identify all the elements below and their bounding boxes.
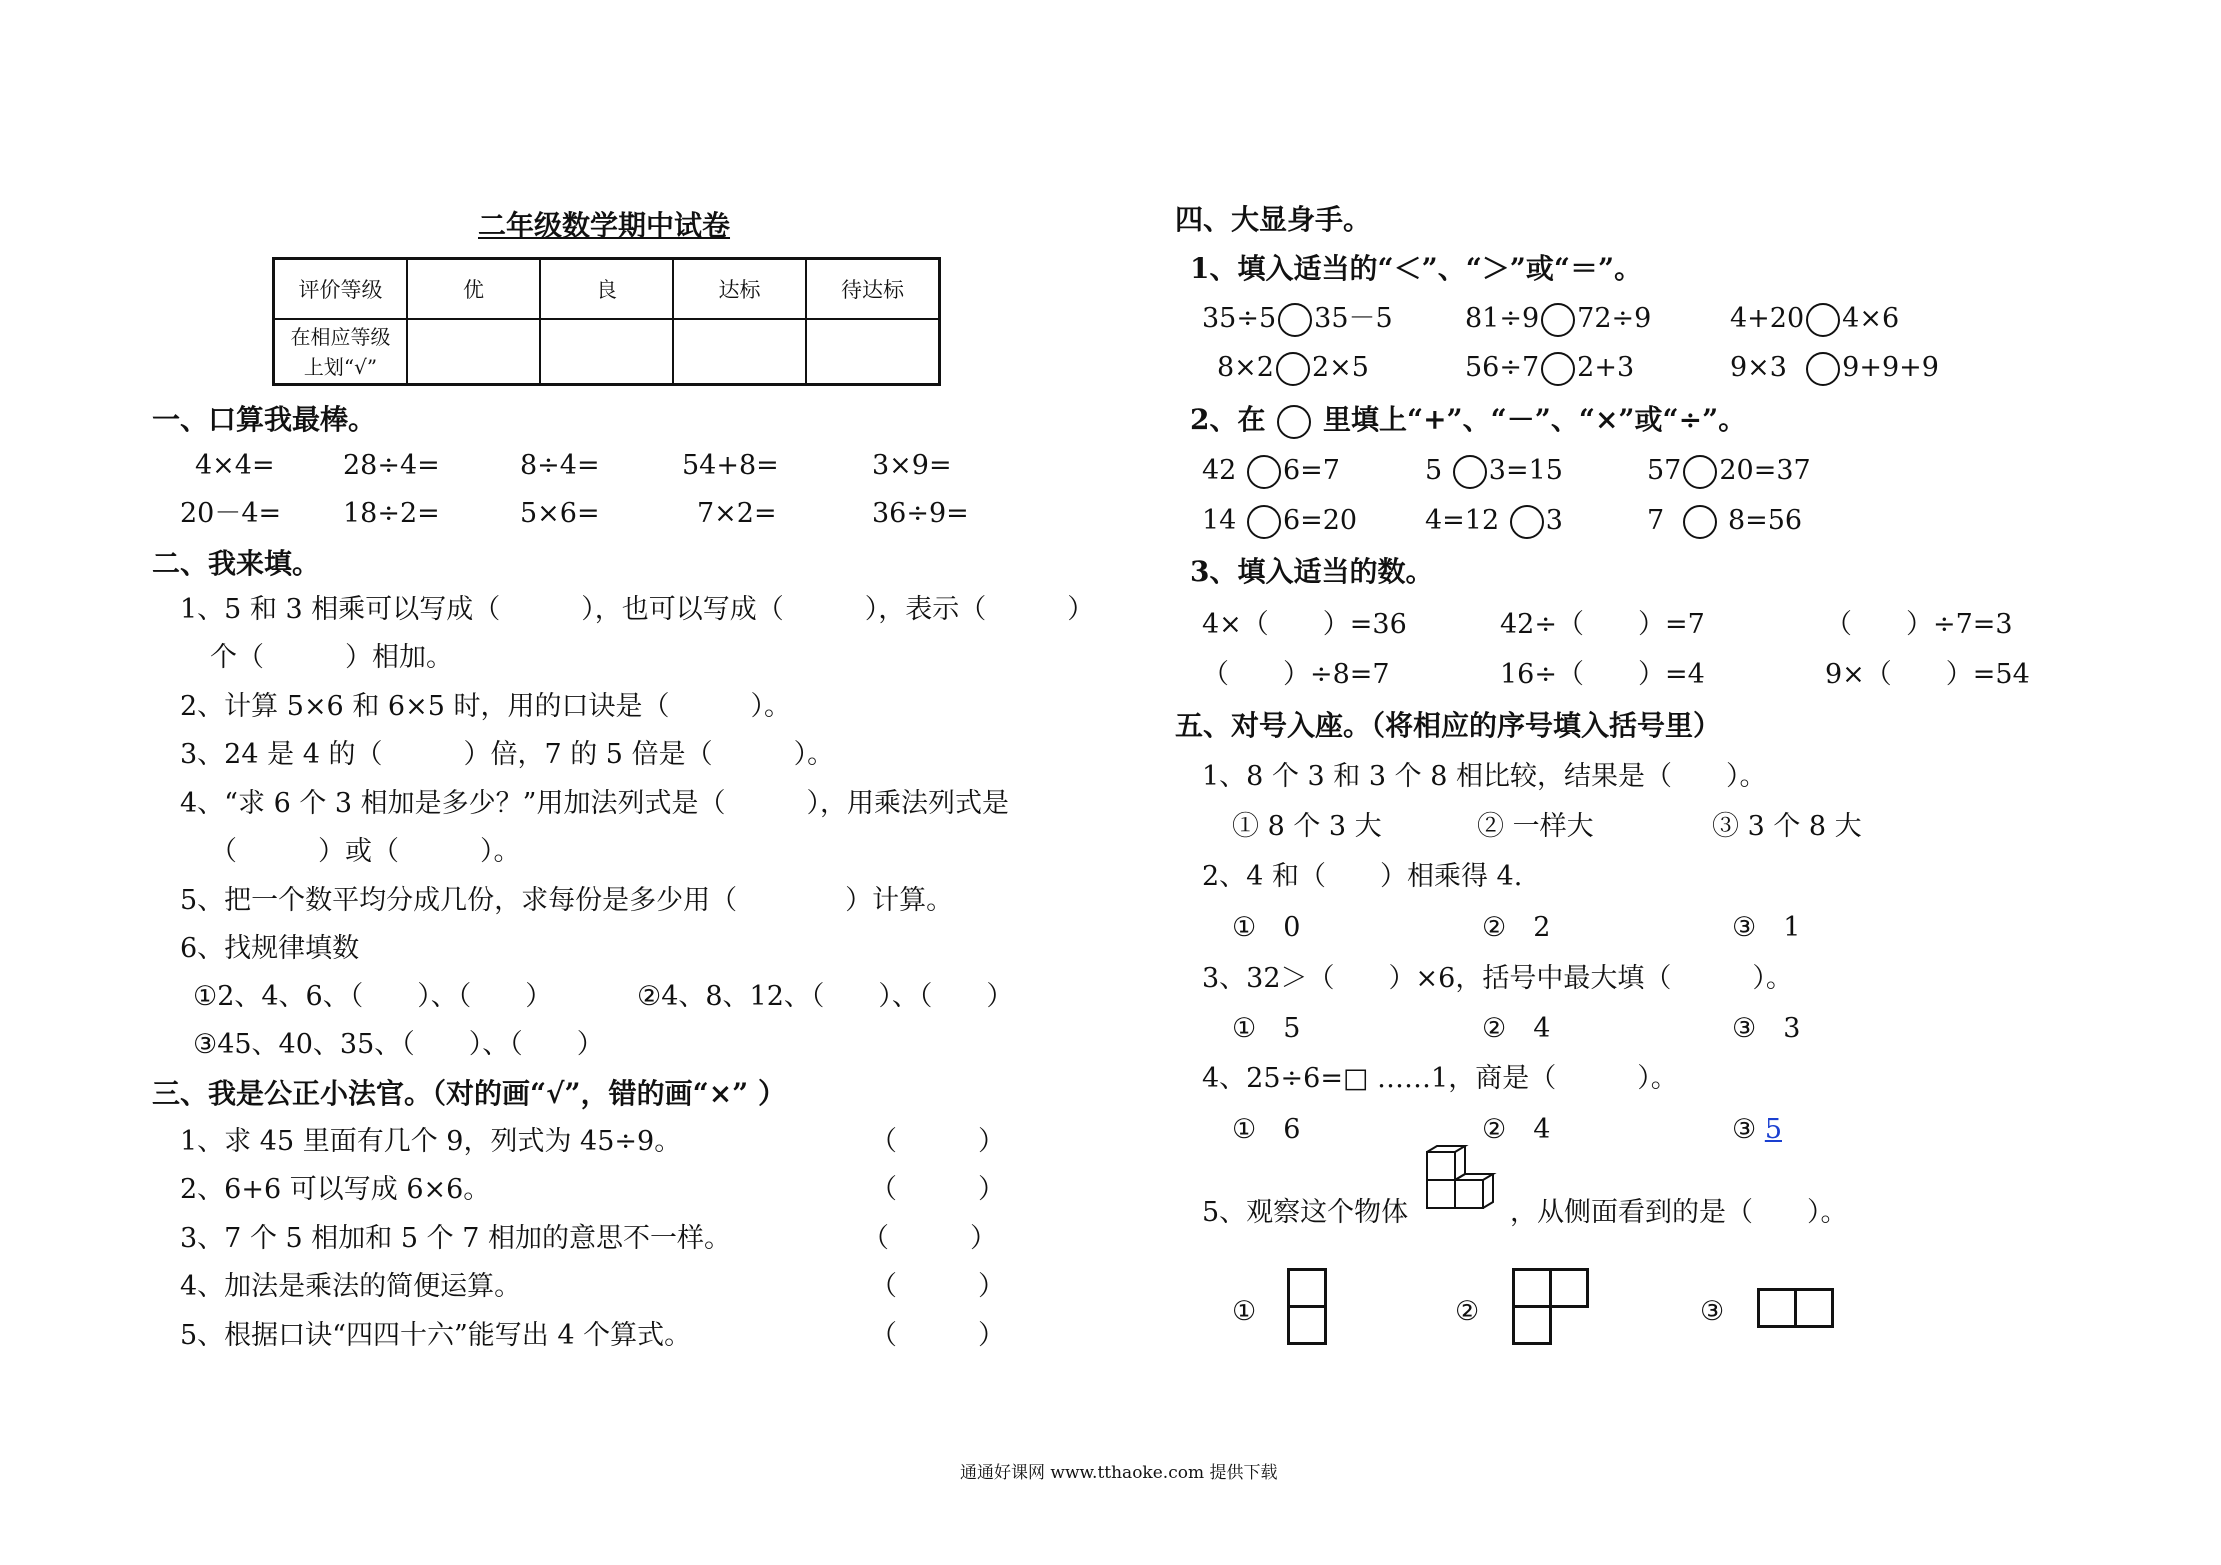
answer-circle (1806, 352, 1840, 386)
question: 2、4 和（ ）相乘得 4. (1202, 861, 1523, 892)
page-title: 二年级数学期中试卷 (478, 209, 731, 242)
judge-paren: （ ） (870, 1271, 1005, 1302)
option: ② 2 (1482, 912, 1551, 943)
option: ① (1232, 1296, 1257, 1327)
grade-cell (673, 319, 806, 385)
option: ② 一样大 (1477, 811, 1594, 842)
calc-item: 54+8= (682, 450, 779, 481)
view-square (1512, 1268, 1552, 1308)
answer-circle (1683, 505, 1717, 539)
calc-item: 3×9= (872, 450, 952, 481)
question: 个（ ）相加。 (210, 642, 453, 673)
answer-circle (1806, 303, 1840, 337)
judge-paren: （ ） (870, 1126, 1005, 1157)
option: ② (1455, 1296, 1480, 1327)
question: ，从侧面看到的是（ ）。 (1510, 1197, 1848, 1228)
judge-paren: （ ） (870, 1320, 1005, 1351)
grade-cell (806, 319, 940, 385)
footer-text: 通通好课网 www.tthaoke.com 提供下载 (960, 1463, 1278, 1483)
calc-item: 7×2= (697, 498, 777, 529)
judge-item: 2、6+6 可以写成 6×6。 (180, 1174, 491, 1205)
answer-circle (1277, 405, 1311, 439)
answer-circle (1453, 455, 1487, 489)
pattern-item: ③45、40、35、（ ）、（ ） (193, 1029, 604, 1060)
answer-circle (1276, 352, 1310, 386)
answer-circle (1541, 303, 1575, 337)
calc-item: 20－4= (180, 498, 282, 529)
pattern-item: ②4、8、12、（ ）、（ ） (637, 981, 1014, 1012)
fill-item: （ ）÷8=7 (1202, 659, 1390, 690)
option: ② 4 (1482, 1114, 1551, 1145)
grade-header: 达标 (673, 259, 806, 320)
section-heading: 三、我是公正小法官。（对的画“√”，错的画“×” ） (152, 1077, 787, 1110)
view-square (1287, 1305, 1327, 1345)
grade-header: 评价等级 (274, 259, 408, 320)
grade-cell (540, 319, 673, 385)
judge-paren: （ ） (862, 1223, 997, 1254)
operator-item: 4=12 3 (1425, 504, 1563, 539)
compare-item: 8×2 2×5 (1217, 351, 1369, 386)
option: ① 5 (1232, 1013, 1301, 1044)
option: ① 6 (1232, 1114, 1301, 1145)
question: 4、25÷6=□ ……1，商是（ ）。 (1202, 1063, 1678, 1094)
answer-circle (1247, 455, 1281, 489)
question: 5、把一个数平均分成几份，求每份是多少用（ ）计算。 (180, 885, 954, 916)
calc-item: 18÷2= (343, 498, 440, 529)
question: 3、32＞（ ）×6，括号中最大填（ ）。 (1202, 963, 1793, 994)
judge-item: 3、7 个 5 相加和 5 个 7 相加的意思不一样。 (180, 1223, 731, 1254)
view-square (1549, 1268, 1589, 1308)
operator-item: 42 6=7 (1202, 454, 1340, 489)
grade-header: 优 (407, 259, 540, 320)
fill-item: 42÷（ ）=7 (1500, 609, 1705, 640)
option: ② 4 (1482, 1013, 1551, 1044)
section-heading: 四、大显身手。 (1175, 203, 1372, 236)
view-square (1794, 1288, 1834, 1328)
operator-item: 5 3=15 (1425, 454, 1563, 489)
question: 6、找规律填数 (180, 933, 360, 964)
judge-paren: （ ） (870, 1174, 1005, 1205)
operator-item: 7 8=56 (1647, 504, 1802, 539)
option: ① 0 (1232, 912, 1301, 943)
compare-item: 81÷9 72÷9 (1465, 302, 1651, 337)
option: ③ (1700, 1296, 1725, 1327)
grade-cell (407, 319, 540, 385)
grade-header: 良 (540, 259, 673, 320)
grade-row-label: 在相应等级 上划“√” (274, 319, 408, 385)
question: 3、24 是 4 的（ ）倍，7 的 5 倍是（ ）。 (180, 739, 835, 770)
answer-circle (1247, 505, 1281, 539)
view-square (1757, 1288, 1797, 1328)
fill-item: 4×（ ）=36 (1202, 609, 1407, 640)
section-heading: 二、我来填。 (152, 547, 321, 580)
answer-circle (1278, 303, 1312, 337)
cube-figure-icon (1425, 1145, 1505, 1225)
pattern-item: ①2、4、6、（ ）、（ ） (193, 981, 553, 1012)
judge-item: 4、加法是乘法的简便运算。 (180, 1271, 522, 1302)
calc-item: 36÷9= (872, 498, 969, 529)
compare-item: 4+20 4×6 (1730, 302, 1899, 337)
option: ③ 5 (1732, 1114, 1782, 1145)
operator-item: 14 6=20 (1202, 504, 1357, 539)
option: ③ 1 (1732, 912, 1801, 943)
grade-header: 待达标 (806, 259, 940, 320)
option: ③ 3 (1732, 1013, 1801, 1044)
question: （ ）或（ ）。 (210, 836, 521, 867)
question: 3、填入适当的数。 (1190, 555, 1434, 588)
question: 1、8 个 3 和 3 个 8 相比较，结果是（ ）。 (1202, 761, 1767, 792)
judge-item: 1、求 45 里面有几个 9，列式为 45÷9。 (180, 1126, 682, 1157)
question: 2、在 里填上“+”、“－”、“×”或“÷”。 (1190, 403, 1746, 439)
calc-item: 28÷4= (343, 450, 440, 481)
fill-item: 9×（ ）=54 (1825, 659, 2030, 690)
judge-item: 5、根据口诀“四四十六”能写出 4 个算式。 (180, 1320, 692, 1351)
compare-item: 35÷5 35－5 (1202, 302, 1393, 337)
question: 1、5 和 3 相乘可以写成（ ），也可以写成（ ），表示（ ） (180, 594, 1095, 625)
section-heading: 一、口算我最棒。 (152, 403, 377, 436)
answer-link[interactable]: 5 (1764, 1114, 1782, 1145)
view-square (1287, 1268, 1327, 1308)
calc-item: 4×4= (195, 450, 275, 481)
calc-item: 8÷4= (520, 450, 600, 481)
section-heading: 五、对号入座。（将相应的序号填入括号里） (1175, 709, 1722, 742)
compare-item: 56÷7 2+3 (1465, 351, 1634, 386)
option: ① 8 个 3 大 (1232, 811, 1382, 842)
fill-item: （ ）÷7=3 (1825, 609, 2013, 640)
answer-circle (1683, 455, 1717, 489)
grade-table (272, 257, 941, 386)
answer-circle (1541, 352, 1575, 386)
question: 4、“求 6 个 3 相加是多少？”用加法列式是（ ），用乘法列式是 (180, 788, 1009, 819)
option: ③ 3 个 8 大 (1712, 811, 1862, 842)
question: 1、填入适当的“＜”、“＞”或“＝”。 (1190, 252, 1643, 285)
compare-item: 9×3 9+9+9 (1730, 351, 1939, 386)
question: 2、计算 5×6 和 6×5 时，用的口诀是（ ）。 (180, 691, 791, 722)
view-square (1512, 1305, 1552, 1345)
answer-circle (1510, 505, 1544, 539)
fill-item: 16÷（ ）=4 (1500, 659, 1705, 690)
question: 5、观察这个物体 (1202, 1197, 1409, 1228)
calc-item: 5×6= (520, 498, 600, 529)
operator-item: 57 20=37 (1647, 454, 1811, 489)
